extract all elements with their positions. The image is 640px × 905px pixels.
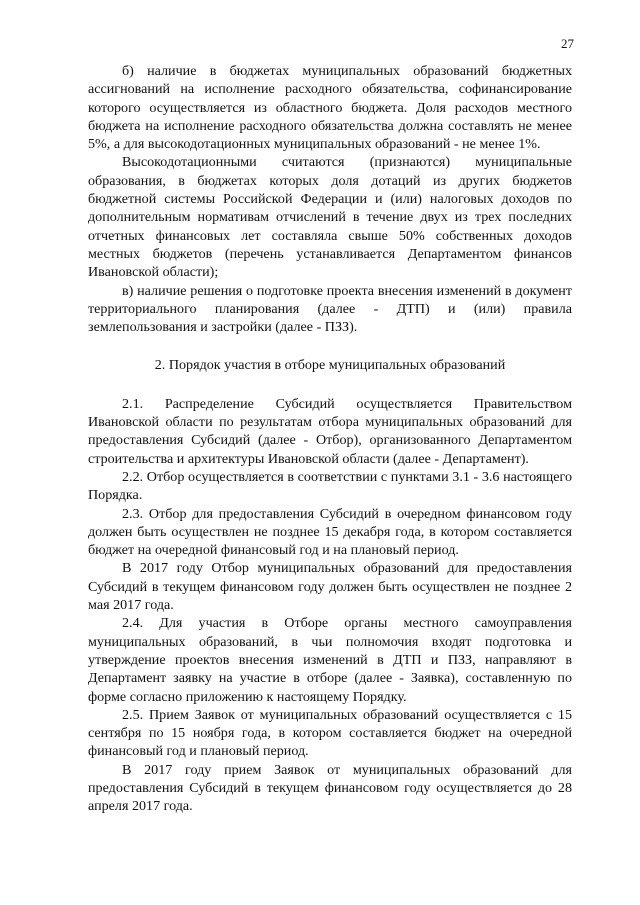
paragraph-2-3: 2.3. Отбор для предоставления Субсидий в очередном финансовом году должен быть осуществлен не позднее 15 декабря года, в котором составляется бюджет на очередной финансовый год и на плановый период. — [88, 505, 572, 559]
paragraph-high-subsidy-definition: Высокодотационными считаются (признаются) муниципальные образования, в бюджетах которых доля дотаций из других бюджетов бюджетной системы Российской Федерации и (или) налоговых доходов по дополнительным нормативам отчислений в течение двух из трех последних отчетных финансовых лет составляла свыше 50% собственных доходов местных бюджетов (перечень устанавливается Департаментом финансов Ивановской области); — [88, 154, 572, 281]
section-heading: 2. Порядок участия в отборе муниципальных образований — [154, 357, 506, 374]
paragraph-2-2: 2.2. Отбор осуществляется в соответствии с пунктами 3.1 - 3.6 настоящего Порядка. — [88, 468, 572, 504]
paragraph-2-4: 2.4. Для участия в Отборе органы местного самоуправления муниципальных образований, в чьи полномочия входят подготовка и утверждение проектов внесения изменений в ДТП и ПЗЗ, направляют в Департамент заявку на участие в отборе (далее - Заявка), составленную по форме согласно приложению к настоящему Порядку. — [88, 615, 572, 705]
paragraph-b-budget-allocations: б) наличие в бюджетах муниципальных образований бюджетных ассигнований на исполнение расходного обязательства, софинансирование которого осуществляется из областного бюджета. Доля расходов местного бюджета на исполнение расходного обязательства должна составлять не менее 5%, а для высокодотационных муниципальных образований - не менее 1%. — [88, 63, 572, 153]
paragraph-2-3-2017: В 2017 году Отбор муниципальных образований для предоставления Субсидий в текущем финансовом году должен быть осуществлен не позднее 2 мая 2017 года. — [88, 560, 572, 614]
document-body — [88, 62, 572, 816]
page-number: 27 — [561, 36, 574, 51]
paragraph-2-5: 2.5. Прием Заявок от муниципальных образований осуществляется с 15 сентября по 15 ноября года, в котором составляется бюджет на очередной финансовый год и плановый период. — [88, 706, 572, 760]
paragraph-2-5-2017: В 2017 году прием Заявок от муниципальных образований для предоставления Субсидий в текущем финансовом году осуществляется до 28 апреля 2017 года. — [88, 761, 572, 815]
paragraph-2-1: 2.1. Распределение Субсидий осуществляется Правительством Ивановской области по результатам отбора муниципальных образований для предоставления Субсидий (далее - Отбор), организованного Департаментом строительства и архитектуры Ивановской области (далее - Департамент). — [88, 395, 572, 467]
paragraph-v-planning-decision: в) наличие решения о подготовке проекта внесения изменений в документ территориального планирования (далее - ДТП) и (или) правила землепользования и застройки (далее - ПЗЗ). — [88, 282, 572, 336]
